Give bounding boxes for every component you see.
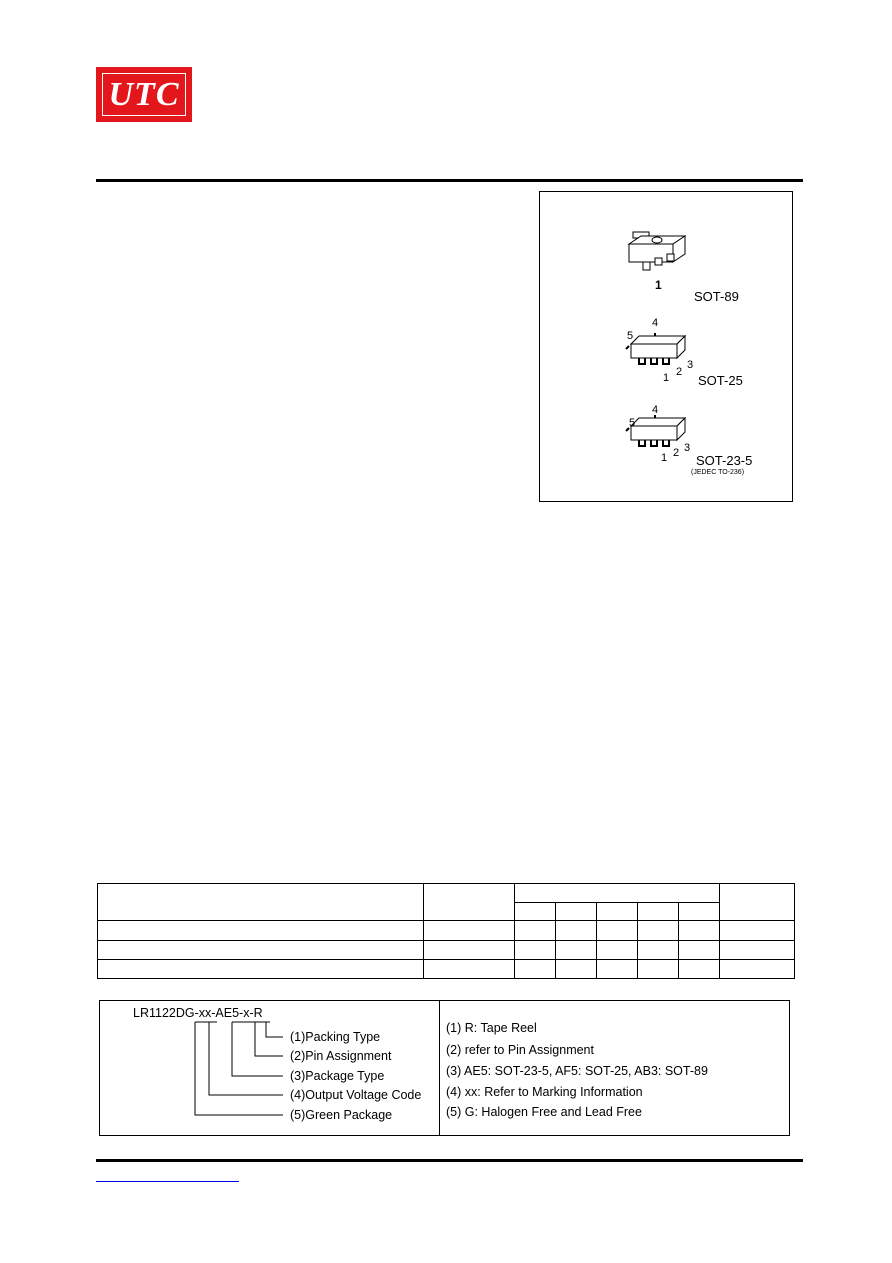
- sot235-pin-5: 5: [629, 417, 636, 429]
- table-subheader-cell: [556, 903, 597, 921]
- sot25-label: SOT-25: [698, 373, 743, 388]
- table-cell: [679, 959, 720, 978]
- sot235-note: (JEDEC TO-236): [691, 469, 745, 476]
- table-header-cell: [98, 884, 424, 921]
- sot25-pin-5: 5: [627, 330, 634, 342]
- utc-logo: [96, 67, 192, 122]
- table-cell: [597, 959, 638, 978]
- desc-packing-type: (1) R: Tape Reel: [446, 1021, 537, 1035]
- table-cell: [515, 921, 556, 940]
- field-package-type: (3)Package Type: [290, 1069, 385, 1083]
- header-rule: [96, 179, 803, 182]
- table-cell: [720, 940, 795, 959]
- package-box: [539, 191, 793, 502]
- table-subheader-cell: [638, 903, 679, 921]
- sot235-pin-2: 2: [673, 447, 680, 459]
- desc-green-package: (5) G: Halogen Free and Lead Free: [446, 1105, 642, 1119]
- table-subheader-cell: [515, 903, 556, 921]
- table-cell: [515, 940, 556, 959]
- sot25-pin-4: 4: [652, 317, 659, 329]
- table-header-cell: [720, 884, 795, 921]
- table-cell: [638, 940, 679, 959]
- sot25-pin-1: 1: [663, 372, 670, 384]
- desc-output-voltage-code: (4) xx: Refer to Marking Information: [446, 1085, 643, 1099]
- table-cell: [98, 959, 424, 978]
- table-cell: [98, 921, 424, 940]
- table-header-cell: [424, 884, 515, 921]
- table-cell: [556, 921, 597, 940]
- footer-rule: [96, 1159, 803, 1162]
- website-link[interactable]: [96, 1165, 239, 1182]
- table-cell: [679, 940, 720, 959]
- table-cell: [638, 959, 679, 978]
- desc-pin-assignment: (2) refer to Pin Assignment: [446, 1043, 594, 1057]
- sot25-pin-3: 3: [687, 359, 694, 371]
- sot89-pin-label: 1: [655, 278, 662, 292]
- table-cell: [424, 940, 515, 959]
- field-green-package: (5)Green Package: [290, 1108, 393, 1122]
- part-number-code: LR1122DG-xx-AE5-x-R: [133, 1006, 263, 1020]
- table-cell: [597, 940, 638, 959]
- table-cell: [424, 959, 515, 978]
- table-subheader-cell: [679, 903, 720, 921]
- table-cell: [424, 921, 515, 940]
- table-header-cell: [515, 884, 720, 903]
- table-cell: [597, 921, 638, 940]
- sot89-label: SOT-89: [694, 289, 739, 304]
- table-row: [98, 921, 795, 940]
- sot25-pin-2: 2: [676, 366, 683, 378]
- table-cell: [556, 959, 597, 978]
- table-cell: [679, 921, 720, 940]
- table-cell: [98, 940, 424, 959]
- sot235-label: SOT-23-5: [696, 453, 753, 468]
- ordering-table: [97, 883, 795, 979]
- logo-frame: [102, 73, 186, 116]
- part-number-box: [99, 1000, 790, 1136]
- table-cell: [556, 940, 597, 959]
- sot235-pin-1: 1: [661, 452, 668, 464]
- table-row: [98, 940, 795, 959]
- sot235-pin-3: 3: [684, 442, 691, 454]
- table-header-row: [98, 884, 795, 903]
- sot235-pin-4: 4: [652, 404, 659, 416]
- table-cell: [720, 921, 795, 940]
- table-cell: [515, 959, 556, 978]
- desc-package-type: (3) AE5: SOT-23-5, AF5: SOT-25, AB3: SOT-89: [446, 1064, 708, 1078]
- table-cell: [638, 921, 679, 940]
- table-subheader-cell: [597, 903, 638, 921]
- field-packing-type: (1)Packing Type: [290, 1030, 381, 1044]
- table-cell: [720, 959, 795, 978]
- field-pin-assignment: (2)Pin Assignment: [290, 1049, 392, 1063]
- table-row: [98, 959, 795, 978]
- logo-text: UTC: [108, 75, 180, 113]
- field-output-voltage-code: (4)Output Voltage Code: [290, 1088, 422, 1102]
